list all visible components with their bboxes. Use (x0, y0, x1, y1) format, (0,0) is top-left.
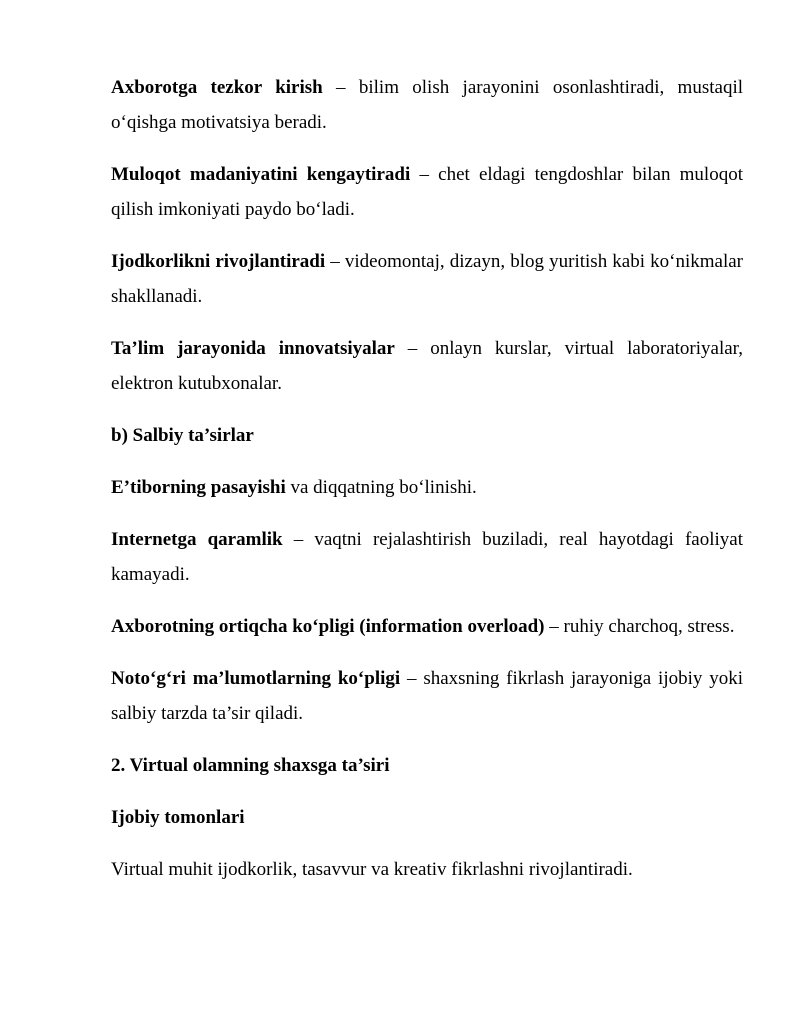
paragraph-term: Axborotning ortiqcha ko‘pligi (information overload) (111, 616, 545, 637)
paragraph-virtual-creativity: Virtual muhit ijodkorlik, tasavvur va kreativ fikrlashni rivojlantiradi. (111, 859, 633, 880)
paragraph-term: Muloqot madaniyatini kengaytiradi (111, 164, 411, 185)
paragraph-creativity (111, 244, 743, 314)
paragraph-term: Internetga qaramlik (111, 529, 283, 550)
paragraph-text: – chet eldagi tengdoshlar bilan muloqot qilish imkoniyati paydo bo‘ladi. (111, 164, 743, 220)
section-heading-negative: b) Salbiy ta’sirlar (111, 425, 254, 446)
subheading-positive: Ijobiy tomonlari (111, 807, 245, 828)
paragraph-term: Noto‘g‘ri ma’lumotlarning ko‘pligi (111, 668, 401, 689)
paragraph-addiction (111, 522, 743, 592)
paragraph-overload (111, 609, 743, 644)
paragraph-term: Ta’lim jarayonida innovatsiyalar (111, 338, 395, 359)
paragraph-quick-access (111, 70, 743, 140)
paragraph-text: – videomontaj, dizayn, blog yuritish kabi ko‘nikmalar shakllanadi. (111, 251, 743, 307)
document-page (111, 70, 743, 904)
paragraph-text: va diqqatning bo‘linishi. (285, 477, 477, 498)
paragraph-text: – ruhiy charchoq, stress. (544, 616, 735, 637)
paragraph-term: Axborotga tezkor kirish (111, 77, 323, 98)
paragraph-term: Ijodkorlikni rivojlantiradi (111, 251, 326, 272)
paragraph-innovations (111, 331, 743, 401)
paragraph-text: – vaqtni rejalashtirish buziladi, real hayotdagi faoliyat kamayadi. (111, 529, 743, 585)
paragraph-text: – bilim olish jarayonini osonlashtiradi, mustaqil o‘qishga motivatsiya beradi. (111, 77, 744, 133)
paragraph-text: – shaxsning fikrlash jarayoniga ijobiy yoki salbiy tarzda ta’sir qiladi. (111, 668, 743, 724)
paragraph-term: E’tiborning pasayishi (111, 477, 286, 498)
paragraph-misinformation (111, 661, 743, 731)
paragraph-attention (111, 470, 743, 505)
section-heading-virtual-world: 2. Virtual olamning shaxsga ta’siri (111, 755, 390, 776)
paragraph-communication (111, 157, 743, 227)
paragraph-text: – onlayn kurslar, virtual laboratoriyalar, elektron kutubxonalar. (111, 338, 743, 394)
